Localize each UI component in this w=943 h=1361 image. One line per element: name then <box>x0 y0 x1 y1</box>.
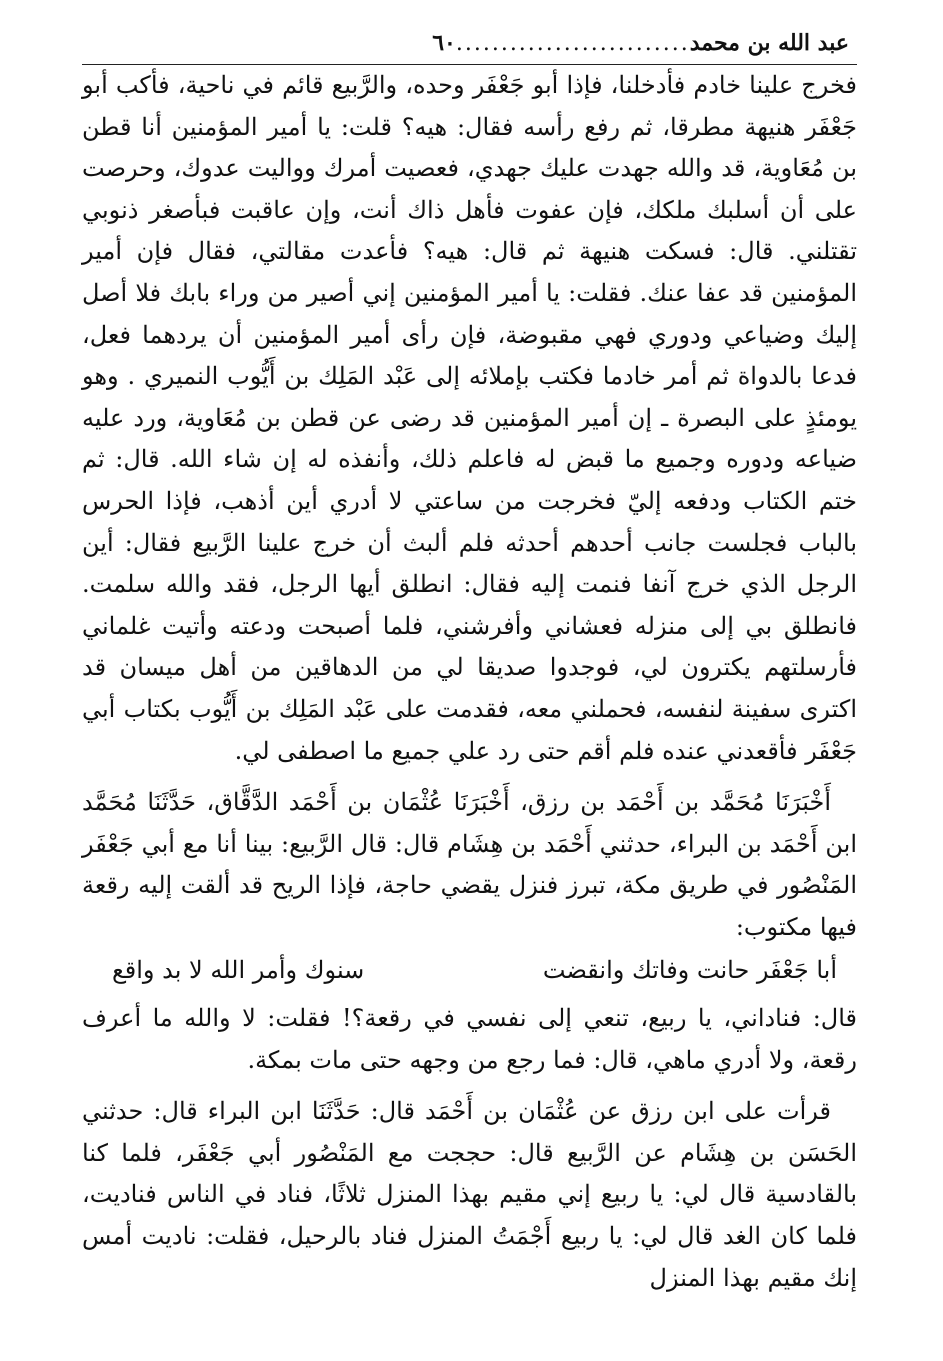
paragraph: فخرج علينا خادم فأدخلنا، فإذا أبو جَعْفَر وحده، والرَّبيع قائم في ناحية، فأكب أبو جَعْفَر هنيهة مطرقا، ثم رفع رأسه فقال: هيه؟ قلت: يا أمير المؤمنين أنا قطن بن مُعَاوية، قد والله جهدت عليك جهدي، فعصيت أمرك وواليت عدوك، وحرصت على أن أسلبك ملكك، فإن عفوت فأهل ذاك أنت، وإن عاقبت فبأصغر ذنوبي تقتلني. قال: فسكت هنيهة ثم قال: هيه؟ فأعدت مقالتي، فقال فإن أمير المؤمنين قد عفا عنك. فقلت: يا أمير المؤمنين إني أصير من وراء بابك فلا أصل إليك وضياعي ودوري فهي مقبوضة، فإن رأى أمير المؤمنين أن يردهما فعل، فدعا بالدواة ثم أمر خادما فكتب بإملائه إلى عَبْد المَلِك بن أَيُّوب النميري . وهو يومئذٍ على البصرة ـ إن أمير المؤمنين قد رضى عن قطن بن مُعَاوية، ورد عليه ضياعه ودوره وجميع ما قبض له فاعلم ذلك، وأنفذه له إن شاء الله. قال: ثم ختم الكتاب ودفعه إليّ فخرجت من ساعتي لا أدري أين أذهب، فإذا الحرس بالباب فجلست جانب أحدهم أحدثه فلم ألبث أن خرج علينا الرَّبيع فقال: أين الرجل الذي خرج آنفا فنمت إليه فقال: انطلق أيها الرجل، فقد والله سلمت. فانطلق بي إلى منزله فعشاني وأفرشني، فلما أصبحت ودعته وأتيت غلماني فأرسلتهم يكترون لي، فوجدوا صديقا لي من الدهاقين من أهل ميسان قد اكترى سفينة لنفسه، فحملني معه، فقدمت على عَبْد المَلِك بن أَيُّوب بكتاب أبي جَعْفَر فأقعدني عنده فلم أقم حتى رد علي جميع ما اصطفى لي. <box>82 71 858 765</box>
verse-second-hemistich: سنوك وأمر الله لا بد واقع <box>112 956 365 985</box>
page-number: ٦٠ <box>432 30 456 56</box>
page-body <box>82 65 857 1299</box>
paragraph: قرأت على ابن رزق عن عُثْمَان بن أَحْمَد قال: حَدَّثَنَا ابن البراء قال: حدثني الحَسَن بن هِشَام عن الرَّبيع قال: حججت مع المَنْصُور أبي جَعْفَر، فلما كنا بالقادسية قال لي: يا ربيع إني مقيم بهذا المنزل ثلاثًا، فناد في الناس فناديت، فلما كان الغد قال لي: يا ربيع أَجْمَتُ المنزل فناد بالرحيل، فقلت: ناديت أمس إنك مقيم بهذا المنزل <box>82 1097 857 1292</box>
verse-first-hemistich: أبا جَعْفَر حانت وفاتك وانقضت <box>542 956 837 985</box>
poetry-verse <box>82 950 857 992</box>
book-page <box>82 22 857 1342</box>
paragraph: قال: فناداني، يا ربيع، تنعي إلى نفسي في رقعة؟! فقلت: لا والله ما أعرف رقعة، ولا أدري ماهي، قال: فما رجع من وجهه حتى مات بمكة. <box>82 1004 858 1074</box>
page-header <box>82 22 857 65</box>
paragraph: أَخْبَرَنَا مُحَمَّد بن أَحْمَد بن رزق، أَخْبَرَنَا عُثْمَان بن أَحْمَد الدَّقَّاق، حَدَّثَنَا مُحَمَّد ابن أَحْمَد بن البراء، حدثني أَحْمَد بن هِشَام قال: قال الرَّبيع: بينا أنا مع أبي جَعْفَر المَنْصُور في طريق مكة، تبرز فنزل يقضي حاجة، فإذا الريح قد ألقت إليه رقعة فيها مكتوب: <box>82 788 857 941</box>
running-title: عبد الله بن محمد <box>689 30 849 56</box>
header-leader-dots: .......................... <box>455 30 690 56</box>
